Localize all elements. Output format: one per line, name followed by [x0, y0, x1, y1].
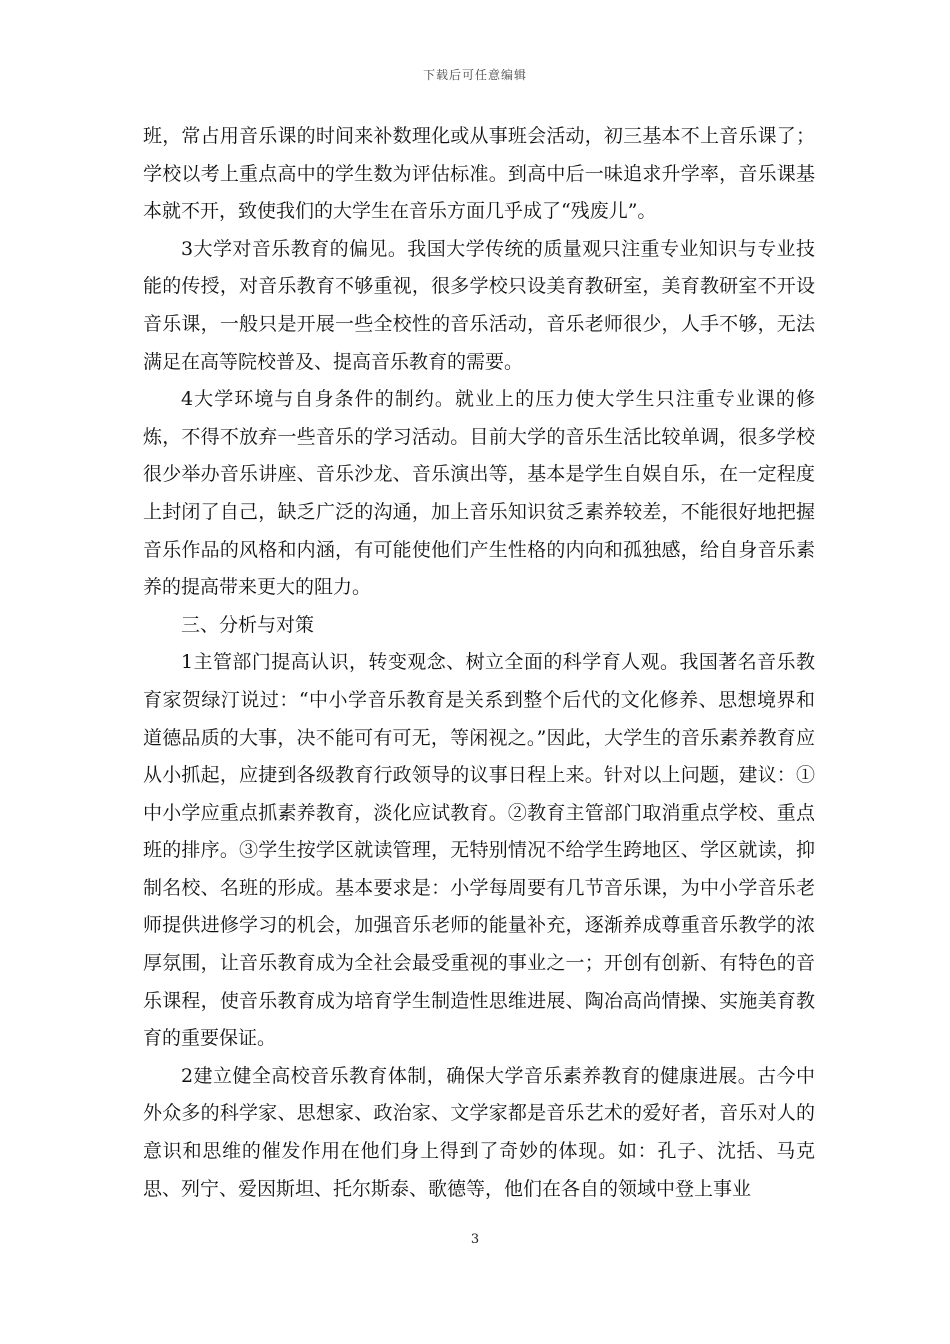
paragraph-3: 4大学环境与自身条件的制约。就业上的压力使大学生只注重专业课的修炼，不得不放弃一些音乐的学习活动。目前大学的音乐生活比较单调，很多学校很少举办音乐讲座、音乐沙龙、音乐演出等，基本是学生自娱自乐，在一定程度上封闭了自己，缺乏广泛的沟通，加上音乐知识贫乏素养较差，不能很好地把握音乐作品的风格和内涵，有可能使他们产生性格的内向和孤独感，给自身音乐素养的提高带来更大的阻力。 — [143, 388, 815, 599]
document-body — [143, 118, 815, 1208]
paragraph-1: 班，常占用音乐课的时间来补数理化或从事班会活动，初三基本不上音乐课了；学校以考上重点高中的学生数为评估标准。到高中后一味追求升学率，音乐课基本就不开，致使我们的大学生在音乐方面几乎成了“残废儿”。 — [143, 125, 815, 223]
paragraph-4: 1主管部门提高认识，转变观念、树立全面的科学育人观。我国著名音乐教育家贺绿汀说过：“中小学音乐教育是关系到整个后代的文化修养、思想境界和道德品质的大事，决不能可有可无，等闲视之。”因此，大学生的音乐素养教育应从小抓起，应捷到各级教育行政领导的议事日程上来。针对以上问题，建议：①中小学应重点抓素养教育，淡化应试教育。②教育主管部门取消重点学校、重点班的排序。③学生按学区就读管理，无特别情况不给学生跨地区、学区就读，抑制名校、名班的形成。基本要求是：小学每周要有几节音乐课，为中小学音乐老师提供进修学习的机会，加强音乐老师的能量补充，逐渐养成尊重音乐教学的浓厚氛围，让音乐教育成为全社会最受重视的事业之一；开创有创新、有特色的音乐课程，使音乐教育成为培育学生制造性思维进展、陶冶高尚情操、实施美育教育的重要保证。 — [143, 651, 815, 1050]
page-header: 下载后可任意编辑 — [422, 68, 527, 82]
paragraph-2: 3大学对音乐教育的偏见。我国大学传统的质量观只注重专业知识与专业技能的传授，对音乐教育不够重视，很多学校只设美育教研室，美育教研室不开设音乐课，一般只是开展一些全校性的音乐活动，音乐老师很少，人手不够，无法满足在高等院校普及、提高音乐教育的需要。 — [143, 237, 815, 373]
paragraph-5: 2建立健全高校音乐教育体制，确保大学音乐素养教育的健康进展。古今中外众多的科学家、思想家、政治家、文学家都是音乐艺术的爱好者，音乐对人的意识和思维的催发作用在他们身上得到了奇妙的体现。如：孔子、沈括、马克思、列宁、爱因斯坦、托尔斯泰、歌德等，他们在各自的领域中登上事业 — [143, 1064, 815, 1200]
section-heading: 三、分析与对策 — [181, 613, 315, 636]
page-number: 3 — [470, 1232, 480, 1247]
